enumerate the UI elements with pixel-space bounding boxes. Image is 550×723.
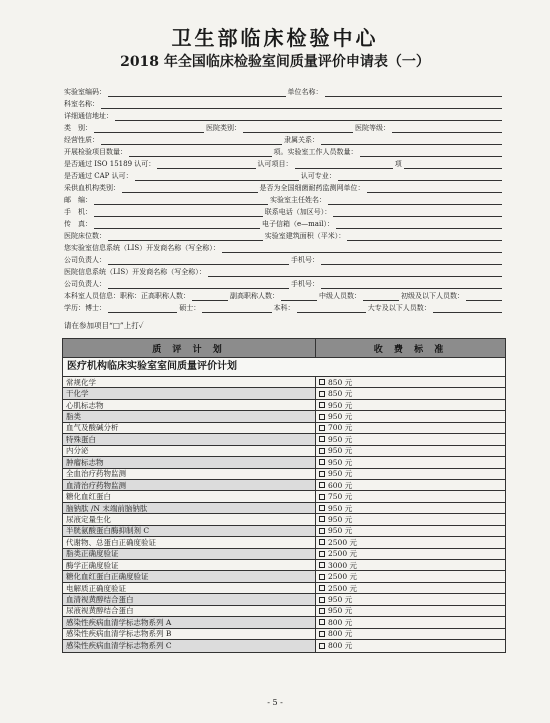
checkbox-icon[interactable] [319,494,325,500]
plan-name: 心肌标志物 [63,400,316,410]
field-input-line[interactable] [433,305,502,313]
form-field [262,220,504,229]
form-row [64,169,504,181]
form-field [319,292,401,301]
form-field [64,172,301,181]
form-field [64,280,291,289]
checkbox-icon[interactable] [319,585,325,591]
fee-cell [316,526,505,536]
form-field [64,88,288,97]
header-plan: 质 评 计 划 [63,339,316,357]
table-row [63,606,505,617]
form-field [395,160,504,169]
field-input-line[interactable] [135,173,299,181]
field-label: 电子信箱（e—mail）： [262,220,334,228]
fee-cell [316,423,505,433]
fee-cell [316,400,505,410]
form-field [64,148,274,157]
field-input-line[interactable] [129,149,272,157]
form-row [64,193,504,205]
eqa-plan-table [62,338,506,653]
form-field [64,124,206,133]
table-header [63,339,505,358]
page-title: 卫生部临床检验中心 [171,26,379,50]
section-title: 医疗机构临床实验室室间质量评价计划 [63,358,505,377]
checkbox-icon[interactable] [319,482,325,488]
field-input-line[interactable] [108,89,286,97]
form-row [64,145,504,157]
fee-cell [316,480,505,490]
field-input-line[interactable] [108,257,289,265]
field-input-line[interactable] [392,125,502,133]
field-input-line[interactable] [328,197,502,205]
field-label: 详细通信地址： [64,112,113,120]
field-input-line[interactable] [122,185,258,193]
field-label: 经营性质： [64,136,99,144]
fee-cell [316,457,505,467]
fee-value: 750 元 [328,492,353,502]
fee-value: 950 元 [328,412,353,422]
field-input-line[interactable] [108,281,289,289]
field-input-line[interactable] [321,257,502,265]
table-row [63,560,505,571]
field-label: 学历：博士： [64,304,106,312]
form-field [64,160,258,169]
plan-name: 肿瘤标志物 [63,457,316,467]
fee-cell [316,434,505,444]
form-field [64,292,230,301]
fee-cell [316,594,505,604]
form-field [206,124,355,133]
field-label: 项。实验室工作人员数量： [273,148,358,156]
checkbox-icon[interactable] [319,608,325,614]
fee-cell [316,549,505,559]
form-row [64,85,504,97]
field-input-line[interactable] [404,161,502,169]
checkbox-icon[interactable] [319,402,325,408]
form-row [64,157,504,169]
field-label: 手机号： [291,280,319,288]
form-field [368,304,504,313]
field-label: 硕士： [179,304,201,312]
field-input-line[interactable] [108,305,177,313]
form-row [64,277,504,289]
field-input-line[interactable] [94,209,263,217]
fee-cell [316,583,505,593]
checkbox-icon[interactable] [319,516,325,522]
field-input-line[interactable] [336,221,502,229]
field-label: 单位名称： [287,88,323,96]
plan-name: 全血治疗药物监测 [63,469,316,479]
form-field [301,172,504,181]
fee-cell [316,469,505,479]
fee-value: 950 元 [328,595,353,605]
form-field [64,268,504,277]
form-field [401,292,504,301]
checkbox-icon[interactable] [319,425,325,431]
plan-name: 内分泌 [63,446,316,456]
field-input-line[interactable] [108,233,263,241]
field-input-line[interactable] [192,293,228,301]
fee-cell [316,617,505,627]
form-field [64,136,284,145]
field-input-line[interactable] [94,197,268,205]
table-row [63,549,505,560]
table-row [63,446,505,457]
table-row [63,514,505,525]
form-row [64,109,504,121]
table-row [63,571,505,582]
form-field [64,184,260,193]
field-input-line[interactable] [94,125,204,133]
fee-cell [316,491,505,501]
form-field [258,160,395,169]
field-input-line[interactable] [297,305,366,313]
field-input-line[interactable] [321,281,502,289]
table-row [63,411,505,422]
field-input-line[interactable] [208,269,502,277]
field-label: 公司负责人： [64,256,106,264]
field-label: 认可项目： [257,160,293,168]
field-label: 邮 编： [64,196,92,204]
table-body [63,377,505,652]
checkbox-icon[interactable] [319,436,325,442]
checkbox-icon[interactable] [319,391,325,397]
plan-name: 血气及酸碱分析 [63,423,316,433]
form-field [270,196,504,205]
field-label: 传 真： [64,220,92,228]
plan-name: 半胱氨酸蛋白酶抑制剂 C [63,526,316,536]
table-row [63,617,505,628]
field-label: 医院类别： [206,124,241,132]
field-input-line[interactable] [321,137,502,145]
field-label: 是否通过 ISO 15189 认可： [64,160,156,168]
field-input-line[interactable] [115,113,502,121]
fee-cell [316,446,505,456]
field-input-line[interactable] [347,233,502,241]
checkbox-icon[interactable] [319,574,325,580]
plan-name: 干化学 [63,388,316,398]
plan-name: 糖化血红蛋白正确度验证 [63,571,316,581]
checkbox-icon[interactable] [319,619,325,625]
fee-value: 800 元 [328,629,353,639]
plan-name: 脂类 [63,411,316,421]
field-input-line[interactable] [222,245,502,253]
field-label: 科室名称： [64,100,99,108]
form-field [64,220,262,229]
fee-value: 2500 元 [328,583,357,593]
table-row [63,434,505,445]
table-row [63,629,505,640]
field-label: 中级人员数： [319,292,361,300]
fee-cell [316,388,505,398]
form-row [64,181,504,193]
form-field [274,304,368,313]
field-input-line[interactable] [101,101,502,109]
fee-value: 800 元 [328,617,353,627]
field-label: 本科室人员信息：职称：正高职称人数： [64,292,190,300]
plan-name: 脑钠肽 /N 末端前脑钠肽 [63,503,316,513]
field-input-line[interactable] [295,161,393,169]
field-input-line[interactable] [94,221,260,229]
field-input-line[interactable] [338,173,502,181]
fee-cell [316,640,505,651]
form-row [64,253,504,265]
field-input-line[interactable] [202,305,271,313]
checkbox-icon[interactable] [319,562,325,568]
table-row [63,423,505,434]
checkbox-icon[interactable] [319,597,325,603]
field-label: 初级及以下人员数： [401,292,464,300]
table-row [63,594,505,605]
fee-cell [316,606,505,616]
fee-value: 950 元 [328,457,353,467]
checkbox-icon[interactable] [319,459,325,465]
fee-value: 3000 元 [328,560,357,570]
fee-value: 950 元 [328,514,353,524]
instruction-text: 请在参加项目“□”上打✓ [64,321,144,330]
checkbox-icon[interactable] [319,631,325,637]
form-field [284,136,504,145]
table-row [63,480,505,491]
field-input-line[interactable] [466,293,502,301]
checkbox-icon[interactable] [319,379,325,385]
form-row [64,205,504,217]
field-label: 医院等级： [355,124,390,132]
fee-value: 950 元 [328,446,353,456]
form-field [265,208,504,217]
fee-value: 2500 元 [328,537,357,547]
field-label: 医院信息系统（LIS）开发商名称（写全称）： [64,268,206,276]
plan-name: 尿液定量生化 [63,514,316,524]
form-row [64,229,504,241]
field-label: 公司负责人： [64,280,106,288]
form-field [64,208,265,217]
form-field [265,232,504,241]
table-row [63,583,505,594]
field-label: 实验室建筑面积（平米）： [264,232,346,240]
form-row [64,97,504,109]
plan-name: 糖化血红蛋白 [63,491,316,501]
fee-value: 600 元 [328,480,353,490]
fee-value: 2500 元 [328,572,357,582]
field-input-line[interactable] [281,293,317,301]
form-field [274,148,505,157]
form-row [64,133,504,145]
field-input-line[interactable] [333,209,502,217]
fee-cell [316,503,505,513]
header-fee: 收 费 标 准 [373,344,448,355]
form-field [291,280,504,289]
plan-name: 电解质正确度验证 [63,583,316,593]
field-label: 实验室编码： [64,88,106,96]
form-field [288,88,505,97]
fee-value: 850 元 [328,377,353,387]
field-input-line[interactable] [101,137,282,145]
plan-name: 脂类正确度验证 [63,549,316,559]
table-row [63,457,505,468]
page-number: - 5 - [267,698,283,707]
field-label: 您实验室信息系统（LIS）开发商名称（写全称）： [64,244,220,252]
form-field [291,256,504,265]
checkbox-icon[interactable] [319,414,325,420]
checkbox-icon[interactable] [319,505,325,511]
table-row [63,469,505,480]
fee-value: 950 元 [328,400,353,410]
plan-name: 特殊蛋白 [63,434,316,444]
field-label: 实验室主任姓名： [270,196,326,204]
form-field [64,196,270,205]
checkbox-icon[interactable] [319,539,325,545]
form-field [179,304,273,313]
form-subtitle: 2018 年全国临床检验室间质量评价申请表（一） [120,54,430,70]
field-label: 隶属关系： [284,136,319,144]
form-row [64,121,504,133]
plan-name: 尿液视黄醇结合蛋白 [63,606,316,616]
field-label: 联系电话（加区号）： [264,208,332,216]
form-field [260,184,505,193]
fee-value: 850 元 [328,389,353,399]
field-label: 认可专业： [300,172,336,180]
field-input-line[interactable] [360,149,503,157]
form-row [64,265,504,277]
checkbox-icon[interactable] [319,551,325,557]
checkbox-icon[interactable] [319,643,325,649]
field-label: 手 机： [64,208,92,216]
table-row [63,537,505,548]
field-label: 是否通过 CAP 认可： [64,172,133,180]
field-label: 采供血机构类别： [64,184,120,192]
form-row [64,241,504,253]
fee-cell [316,629,505,639]
form-field [64,232,265,241]
plan-name: 血清视黄醇结合蛋白 [63,594,316,604]
checkbox-icon[interactable] [319,448,325,454]
field-input-line[interactable] [367,185,503,193]
field-label: 手机号： [291,256,319,264]
fee-value: 950 元 [328,434,353,444]
field-label: 项 [394,160,402,168]
field-label: 副高职称人数： [230,292,279,300]
field-label: 医院床位数： [64,232,106,240]
table-row [63,526,505,537]
fee-value: 2500 元 [328,549,357,559]
field-input-line[interactable] [363,293,399,301]
form-row [64,301,504,313]
table-row [63,400,505,411]
fee-cell [316,537,505,547]
field-input-line[interactable] [243,125,353,133]
form-field [64,112,504,121]
fee-cell [316,377,505,387]
table-row [63,503,505,514]
fee-value: 950 元 [328,469,353,479]
fee-value: 950 元 [328,503,353,513]
fee-cell [316,411,505,421]
field-label: 大专及以下人员数： [367,304,431,312]
form-field [64,244,504,253]
form-field [355,124,504,133]
fee-value: 950 元 [328,526,353,536]
table-row [63,377,505,388]
plan-name: 感染性疾病血清学标志物系列 B [63,629,316,639]
field-label: 本科： [273,304,295,312]
form-field [230,292,319,301]
field-label: 是否为全国细菌耐药监测网单位： [259,184,365,192]
checkbox-icon[interactable] [319,528,325,534]
field-input-line[interactable] [325,89,503,97]
fee-cell [316,571,505,581]
form-row [64,217,504,229]
plan-name: 血清治疗药物监测 [63,480,316,490]
plan-name: 感染性疾病血清学标志物系列 C [63,640,316,651]
fee-value: 950 元 [328,606,353,616]
fee-cell [316,560,505,570]
table-row [63,388,505,399]
plan-name: 酶学正确度验证 [63,560,316,570]
checkbox-icon[interactable] [319,471,325,477]
table-row [63,491,505,502]
form-field [64,100,504,109]
fee-value: 800 元 [328,641,353,651]
field-label: 类 别： [64,124,92,132]
table-row [63,640,505,651]
form-field [64,256,291,265]
plan-name: 常规化学 [63,377,316,387]
fee-cell [316,514,505,524]
form-row [64,289,504,301]
plan-name: 代谢物、总蛋白正确度验证 [63,537,316,547]
application-fields [64,85,504,313]
field-label: 开展检验项目数量： [64,148,127,156]
fee-value: 700 元 [328,423,353,433]
plan-name: 感染性疾病血清学标志物系列 A [63,617,316,627]
form-field [64,304,179,313]
field-input-line[interactable] [157,161,255,169]
